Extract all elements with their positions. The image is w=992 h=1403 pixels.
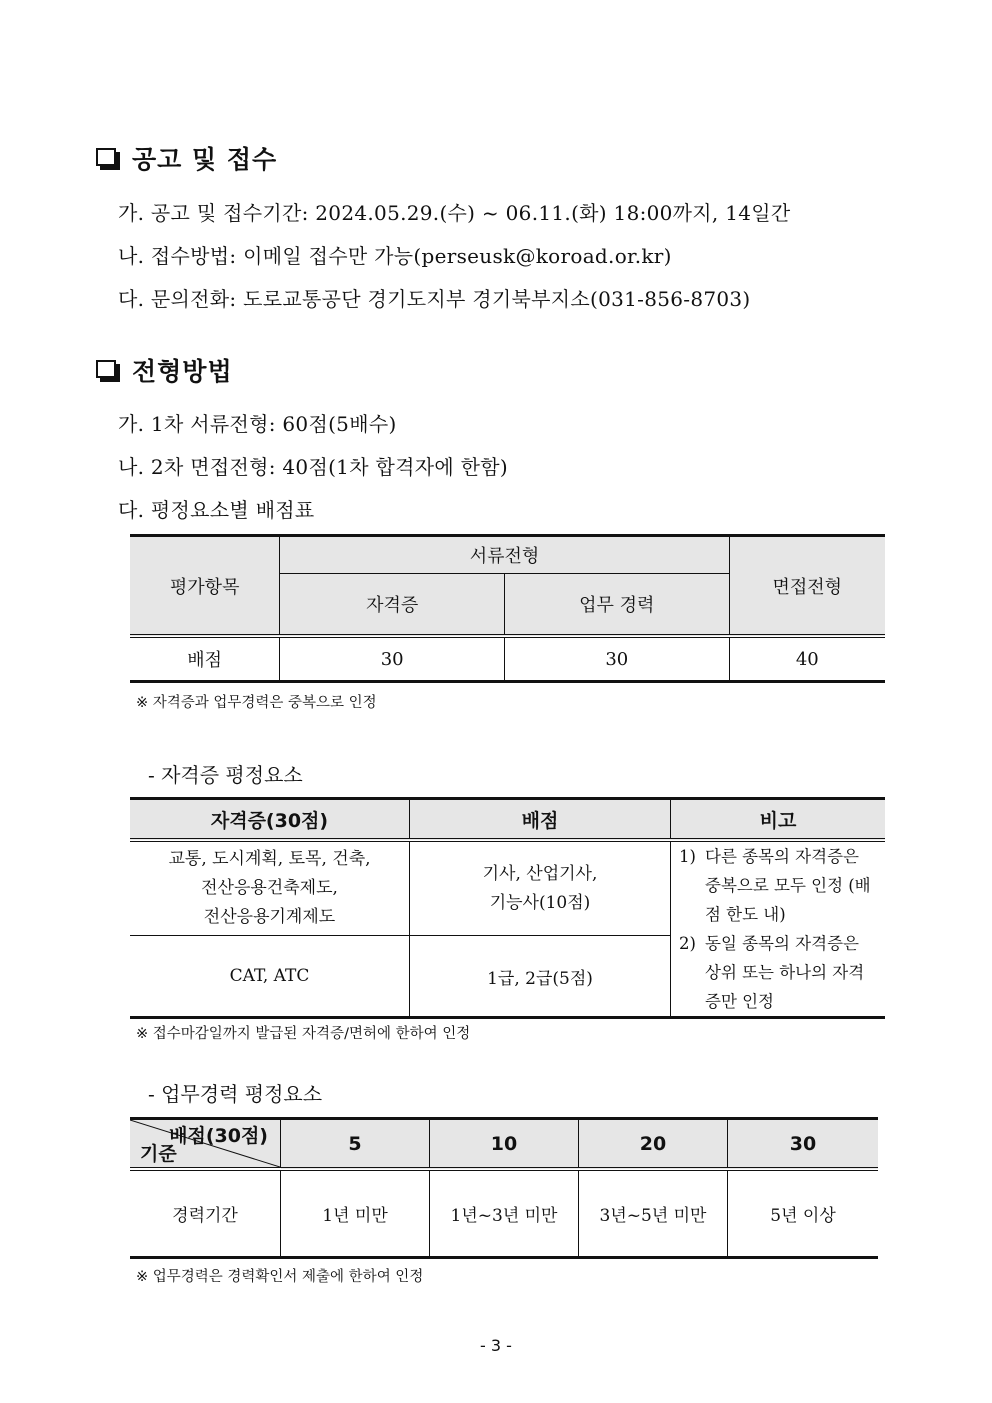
cell-period: 1년~3년 미만 <box>430 1169 579 1258</box>
cell-period: 1년 미만 <box>281 1169 430 1258</box>
cert-line: 교통, 도시계획, 토목, 건축, <box>168 849 371 870</box>
header-score-10: 10 <box>430 1119 579 1170</box>
list-item-contact: 다. 문의전화: 도로교통공단 경기도지부 경기북부지소(031-856-8703) <box>118 287 751 311</box>
cell-cert-list <box>130 840 410 936</box>
experience-table <box>130 1117 878 1259</box>
row-label: 경력기간 <box>130 1169 281 1258</box>
header-certificate: 자격증(30점) <box>130 799 410 841</box>
header-experience: 업무 경력 <box>504 574 729 637</box>
section-heading-announcement <box>96 140 277 176</box>
cell-cert-score <box>410 840 671 936</box>
cell-period: 3년~5년 미만 <box>579 1169 728 1258</box>
cell-cert-list: CAT, ATC <box>130 936 410 1018</box>
row-label: 배점 <box>130 636 280 682</box>
score-allocation-table <box>130 534 885 683</box>
corner-bottom-label: 기준 <box>140 1143 177 1165</box>
note-duplicate: ※ 자격증과 업무경력은 중복으로 인정 <box>136 695 377 711</box>
score-line: 기능사(10점) <box>489 892 591 913</box>
header-corner-cell <box>130 1119 281 1170</box>
section-title-text: 전형방법 <box>132 357 233 386</box>
header-document-screening: 서류전형 <box>280 536 729 574</box>
subsection-title-experience: - 업무경력 평정요소 <box>148 1082 323 1106</box>
header-certificate: 자격증 <box>280 574 505 637</box>
page-number: - 3 - <box>480 1336 512 1355</box>
subsection-title-certificate: - 자격증 평정요소 <box>148 763 303 787</box>
note-deadline: ※ 접수마감일까지 발급된 자격증/면허에 한하여 인정 <box>136 1026 471 1042</box>
cell-certificate-score: 30 <box>280 636 505 682</box>
cell-cert-score: 1급, 2급(5점) <box>410 936 671 1018</box>
header-remarks: 비고 <box>671 799 886 841</box>
certificate-table <box>130 797 885 1019</box>
section-title-text: 공고 및 접수 <box>132 145 278 174</box>
header-score-5: 5 <box>281 1119 430 1170</box>
header-interview: 면접전형 <box>729 536 885 637</box>
list-item-second-round: 나. 2차 면접전형: 40점(1차 합격자에 한함) <box>118 455 508 479</box>
section-heading-selection <box>96 352 233 388</box>
remark-item: 2) 동일 종목의 자격증은 상위 또는 하나의 자격증만 인정 <box>679 934 865 1011</box>
cell-remarks <box>671 840 886 1018</box>
list-item-period: 가. 공고 및 접수기간: 2024.05.29.(수) ~ 06.11.(화) 18:00까지, 14일간 <box>118 201 791 225</box>
list-item-method: 나. 접수방법: 이메일 접수만 가능(perseusk@koroad.or.kr) <box>118 244 672 268</box>
list-item-first-round: 가. 1차 서류전형: 60점(5배수) <box>118 412 397 436</box>
remark-item: 1) 다른 종목의 자격증은 중복으로 모두 인정 (배점 한도 내) <box>679 847 871 924</box>
score-line: 기사, 산업기사, <box>482 863 598 884</box>
header-score: 배점 <box>410 799 671 841</box>
cert-line: 전산응용건축제도, <box>201 878 338 899</box>
cert-line: 전산응용기계제도 <box>203 907 336 928</box>
header-score-30: 30 <box>728 1119 879 1170</box>
corner-top-label: 배점(30점) <box>169 1125 268 1147</box>
note-experience-proof: ※ 업무경력은 경력확인서 제출에 한하여 인정 <box>136 1269 424 1285</box>
table-row <box>130 1169 878 1258</box>
header-eval-item: 평가항목 <box>130 536 280 637</box>
checkbox-square-icon <box>96 148 116 166</box>
checkbox-square-icon <box>96 360 116 378</box>
header-score-20: 20 <box>579 1119 728 1170</box>
cell-experience-score: 30 <box>504 636 729 682</box>
list-item-score-table: 다. 평정요소별 배점표 <box>118 498 315 522</box>
table-row <box>130 840 885 936</box>
cell-period: 5년 이상 <box>728 1169 879 1258</box>
cell-interview-score: 40 <box>729 636 885 682</box>
table-row <box>130 636 885 682</box>
